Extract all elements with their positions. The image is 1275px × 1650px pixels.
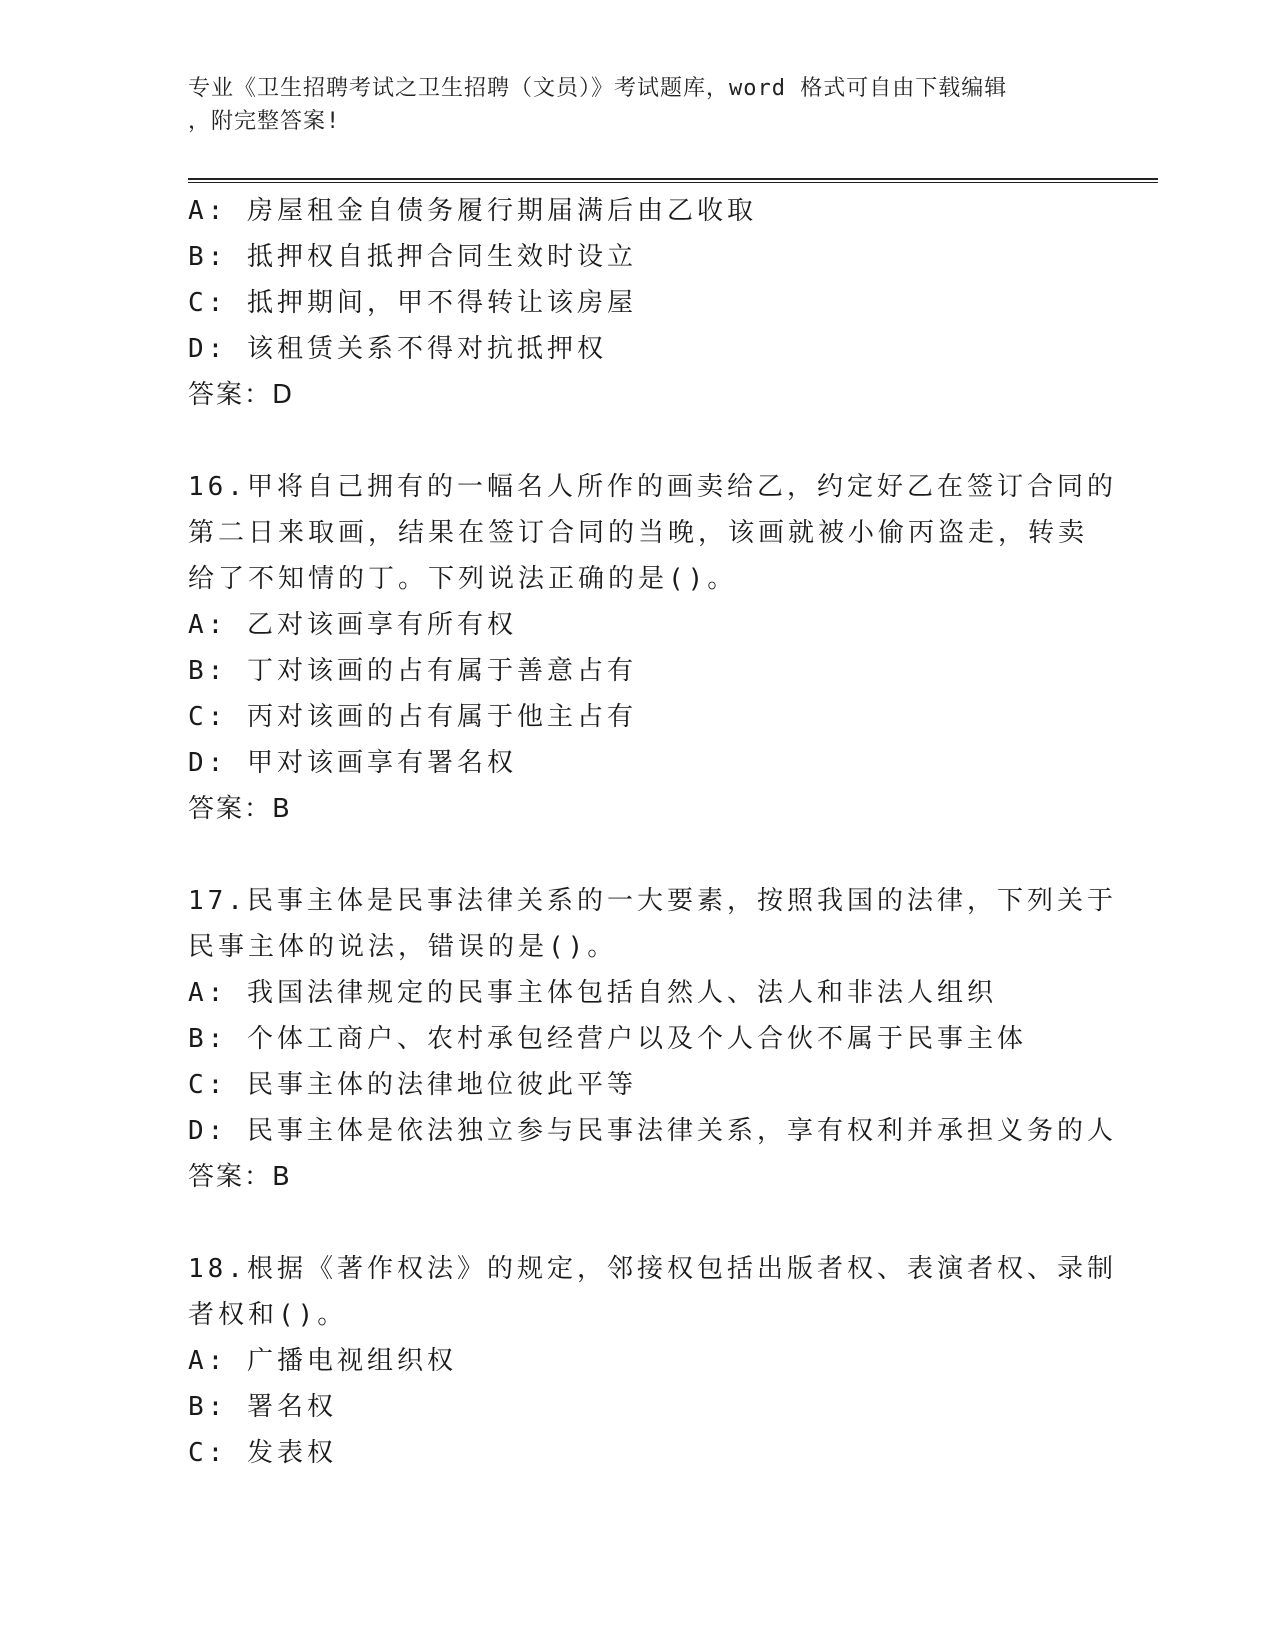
option-d: D: 该租赁关系不得对抗抵押权 xyxy=(188,334,607,364)
stem-line: 16.甲将自己拥有的一幅名人所作的画卖给乙，约定好乙在签订合同的 xyxy=(188,472,1117,502)
option-b: B: 署名权 xyxy=(188,1392,337,1422)
header-line-2: ，附完整答案! xyxy=(188,109,341,134)
question-stem xyxy=(188,878,1188,970)
spacer xyxy=(188,1200,1188,1246)
question-16 xyxy=(188,464,1188,832)
option-c: C: 抵押期间，甲不得转让该房屋 xyxy=(188,288,637,318)
option-a: A: 我国法律规定的民事主体包括自然人、法人和非法人组织 xyxy=(188,978,997,1008)
answer: 答案：B xyxy=(188,794,292,824)
option-b: B: 丁对该画的占有属于善意占有 xyxy=(188,656,637,686)
option-c: C: 民事主体的法律地位彼此平等 xyxy=(188,1070,637,1100)
option-c: C: 丙对该画的占有属于他主占有 xyxy=(188,702,637,732)
option-d: D: 民事主体是依法独立参与民事法律关系，享有权利并承担义务的人 xyxy=(188,1116,1117,1146)
spacer xyxy=(188,418,1188,464)
header-line-1: 专业《卫生招聘考试之卫生招聘（文员）》考试题库，word 格式可自由下载编辑 xyxy=(188,76,1008,101)
option-a: A: 乙对该画享有所有权 xyxy=(188,610,517,640)
stem-line: 18.根据《著作权法》的规定，邻接权包括出版者权、表演者权、录制 xyxy=(188,1254,1117,1284)
spacer xyxy=(188,832,1188,878)
option-c: C: 发表权 xyxy=(188,1438,337,1468)
page-header xyxy=(188,72,1088,138)
stem-line: 第二日来取画，结果在签订合同的当晚，该画就被小偷丙盗走，转卖 xyxy=(188,518,1089,548)
question-17 xyxy=(188,878,1188,1200)
option-b: B: 抵押权自抵押合同生效时设立 xyxy=(188,242,637,272)
option-b: B: 个体工商户、农村承包经营户以及个人合伙不属于民事主体 xyxy=(188,1024,1027,1054)
answer: 答案：B xyxy=(188,1162,292,1192)
option-d: D: 甲对该画享有署名权 xyxy=(188,748,517,778)
option-a: A: 房屋租金自债务履行期届满后由乙收取 xyxy=(188,196,757,226)
question-stem xyxy=(188,1246,1188,1338)
stem-line: 17.民事主体是民事法律关系的一大要素，按照我国的法律，下列关于 xyxy=(188,886,1117,916)
document-body xyxy=(188,188,1188,1476)
question-stem xyxy=(188,464,1188,602)
question-18 xyxy=(188,1246,1188,1476)
answer: 答案：D xyxy=(188,380,295,410)
header-divider xyxy=(188,178,1158,183)
stem-line: 民事主体的说法，错误的是()。 xyxy=(188,932,618,962)
option-a: A: 广播电视组织权 xyxy=(188,1346,457,1376)
stem-line: 者权和()。 xyxy=(188,1300,348,1330)
question-15 xyxy=(188,188,1188,418)
stem-line: 给了不知情的丁。下列说法正确的是()。 xyxy=(188,564,738,594)
